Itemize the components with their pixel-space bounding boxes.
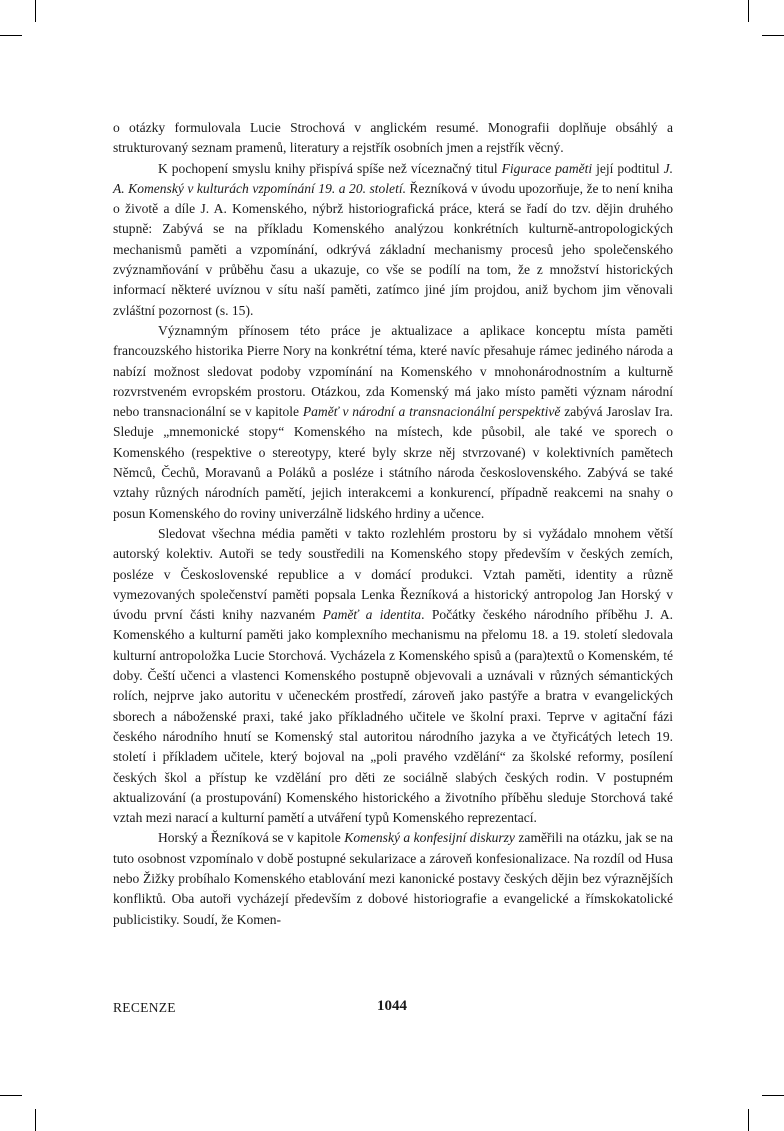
body-text (113, 118, 673, 930)
section-label: RECENZE (113, 1000, 176, 1015)
crop-mark (762, 1095, 784, 1096)
paragraph (113, 524, 673, 828)
text-run: zabývá Jaroslav Ira. Sleduje „mnemonické stopy“ Komenského na místech, kde působil, ale také ve sporech o Komenského (respektive o stereotypy, které byly skrze něj stvrzované) v kolektivních pamětech Němců, Čechů, Moravanů a Poláků a posléze i státního národa československého. Zabývá se také vztahy různých národních pamětí, jejich interakcemi a konkurencí, případně reakcemi na snahy o posun Komenského do roviny univerzálně lidského hrdiny a učence. (113, 404, 673, 521)
page-number: 1044 (377, 998, 407, 1014)
text-run: její podtitul (592, 160, 664, 176)
crop-mark (0, 35, 22, 36)
paragraph (113, 321, 673, 524)
text-run: Sledovat všechna média paměti v takto rozlehlém prostoru by si vyžádalo mnohem větší autorský kolektiv. Autoři se tedy soustředili na Komenského stopy především v českých zemích, posléze v Československé republice a v domácí produkci. Vztah paměti, identity a různě vymezovaných společenství paměti popsala Lenka Řezníková a historický antropolog Jan Horský v úvodu první části knihy nazvaném (113, 525, 673, 623)
chapter-title: Komenský a konfesijní diskurzy (344, 830, 515, 846)
text-run: Významným přínosem této práce je aktualizace a aplikace konceptu místa paměti francouzského historika Pierre Nory na konkrétní téma, které navíc přesahuje rámec jediného národa a nabízí možnost sledovat podoby vzpomínání na Komenského v mnohonárodnostním a kulturně rozvrstveném evropském prostoru. Otázkou, zda Komenský má jako místo paměti význam národní nebo transnacionální se v kapitole (113, 322, 673, 420)
crop-mark (0, 1095, 22, 1096)
book-subtitle: J. A. Komenský v kulturách vzpomínání 19. a 20. století. (113, 160, 673, 196)
text-run: . Počátky českého národního příběhu J. A. Komenského a kulturní paměti jako komplexního mechanismu na přelomu 18. a 19. století sledovala kulturní antropoložka Lucie Storchová. Vycházela z Komenského spisů a (para)textů o Komenském, té doby. Čeští učenci a vlastenci Komenského postupně objevovali a uznávali v různých sémantických rolích, nejprve jako autoritu v učeneckém prostředí, zároveň jako pastýře a bratra v evangelických sborech a náboženské praxi, také jako příkladného učitele ve školní praxi. Teprve v agitační fázi českého národního hnutí se Komenský stal autoritou národního jazyka a ve čtyřicátých letech 19. století i příkladem učitele, který bojoval na „poli pravého vzdělání“ za školské reformy, posílení českých škol a přístup ke vzdělání pro děti ze sociálně slabých českých rodin. V postupném aktualizování (a prostupování) Komenského historického a životního příběhu sleduje Storchová také vztah mezi narací a kulturní pamětí a utváření typů Komenského reprezentací. (113, 607, 673, 826)
text-run: Řezníková v úvodu upozorňuje, že to není kniha o životě a díle J. A. Komenského, nýbrž historiografická práce, která se řadí do tzv. dějin druhého stupně: Zabývá se na příkladu Komenského analýzou konkrétních kulturně-antropologických mechanismů paměti a vzpomínání, odkrývá základní mechanismy procesů jeho společenského zvýznamňování v průběhu času a ukazuje, co vše se podílí na tom, že z množství historických informací některé uvíznou v sítu naší paměti, zatímco jiné jím projdou, aniž bychom jim věnovali zvláštní pozornost (s. 15). (113, 180, 674, 318)
text-run: Horský a Řezníková se v kapitole (158, 830, 345, 846)
crop-mark (35, 1109, 36, 1131)
crop-mark (748, 1109, 749, 1131)
book-title: Figurace paměti (501, 160, 593, 176)
crop-mark (748, 0, 749, 22)
chapter-title: Paměť a identita (322, 607, 422, 623)
paragraph-continuation: o otázky formulovala Lucie Strochová v anglickém resumé. Monografii doplňuje obsáhlý a strukturovaný seznam pramenů, literatury a rejstřík osobních jmen a rejstřík věcný. (113, 120, 673, 156)
crop-mark (762, 35, 784, 36)
chapter-title: Paměť v národní a transnacionální perspektivě (302, 404, 561, 420)
text-run: zaměřili na otázku, jak se na tuto osobnost vzpomínalo v době postupné sekularizace a zároveň konfesionalizace. Na rozdíl od Husa nebo Žižky probíhalo Komenského etablování mezi kanonické postavy českých dějin bez výraznějších konfliktů. Oba autoři vycházejí především z dobové historiografie a evangelické a římskokatolické publicistiky. Soudí, že Komen- (113, 830, 673, 927)
text-run: K pochopení smyslu knihy přispívá spíše než víceznačný titul (158, 160, 502, 176)
crop-mark (35, 0, 36, 22)
paragraph (113, 828, 673, 929)
paragraph (113, 159, 673, 321)
